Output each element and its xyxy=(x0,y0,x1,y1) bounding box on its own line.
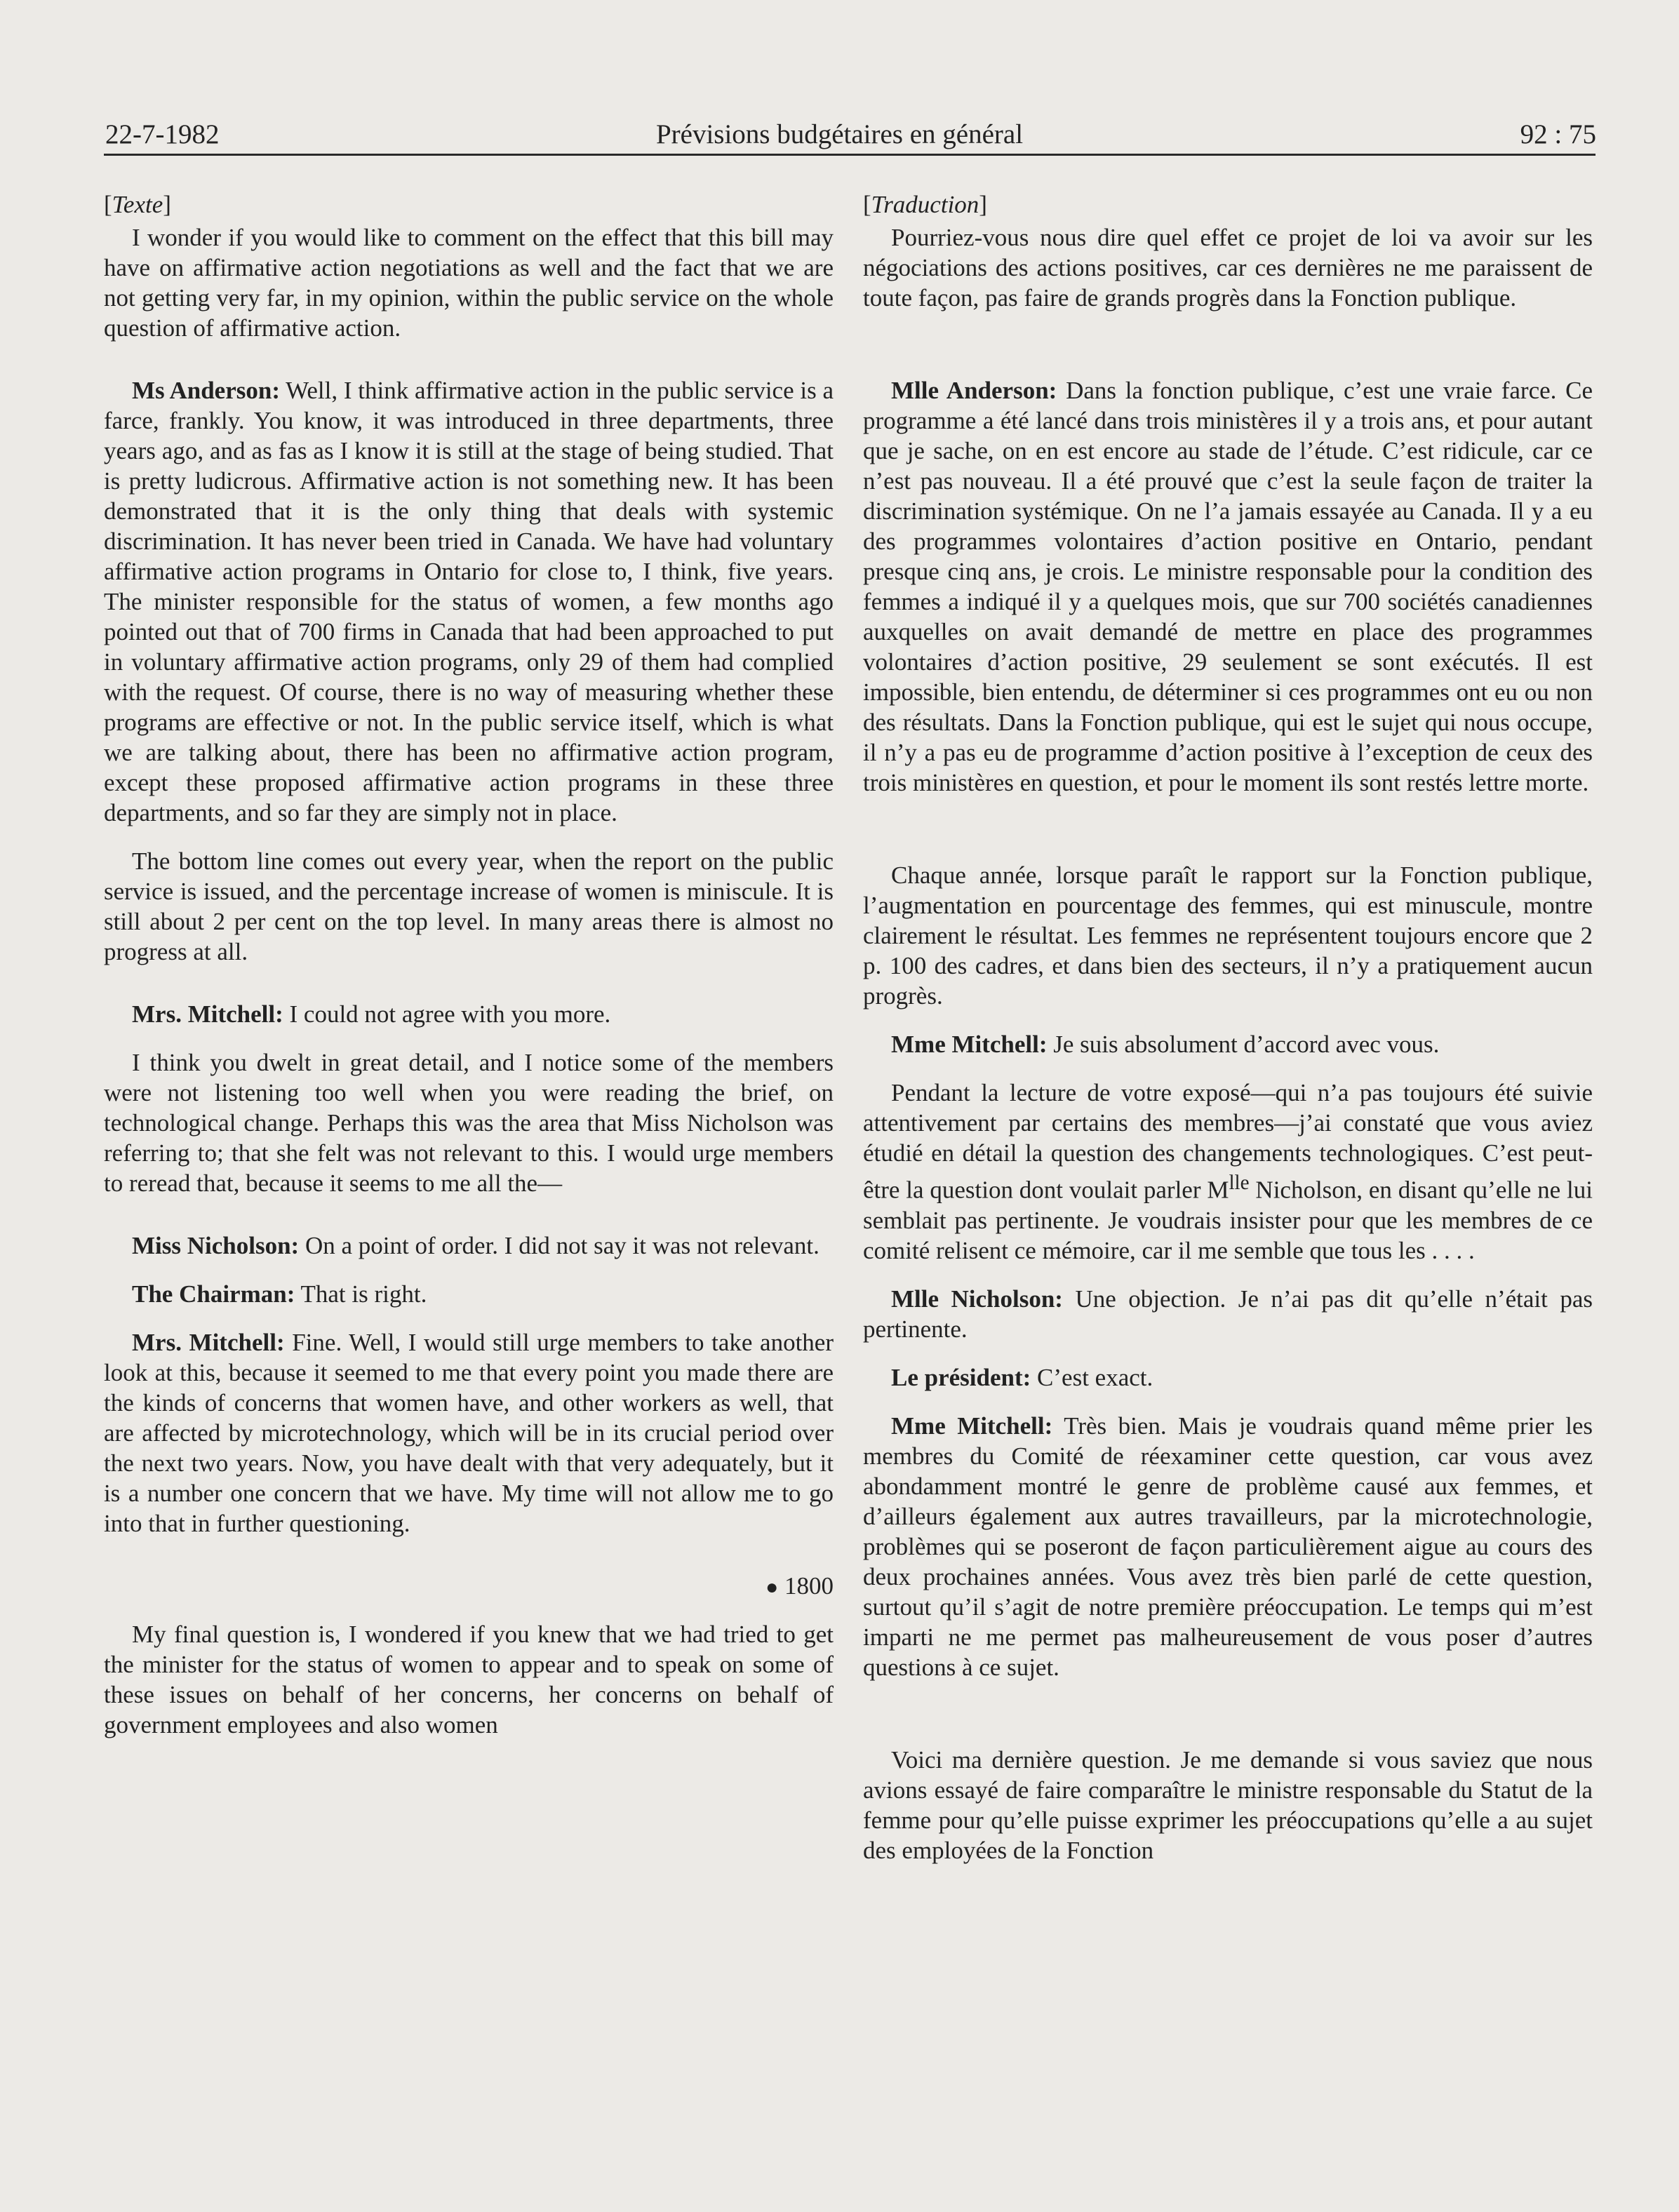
speaker-name: Mlle Nicholson: xyxy=(891,1285,1063,1313)
column-tag: [Traduction] xyxy=(863,191,987,218)
header-date: 22-7-1982 xyxy=(105,119,220,149)
speaker-name: The Chairman: xyxy=(132,1280,295,1308)
bullet-icon: ● xyxy=(765,1576,779,1599)
paragraph: I think you dwelt in great detail, and I notice some of the members were not listening too well when you were reading the brief, on technological change. Perhaps this was the area that Miss Nicholson was referring to; that she felt was not relevant to this. I would urge members to reread that, because it seems to me all the— xyxy=(104,1049,834,1197)
paragraph: Ms Anderson: Well, I think affirmative action in the public service is a farce, frankly. You know, it was introduced in three departments, three years ago, and as fas as I know it is still at the stage of being studied. That is pretty ludicrous. Affirmative action is not something new. It has been demonstrated that it is the only thing that deals with systemic discrimination. It has never been tried in Canada. We have had voluntary affirmative action programs in Ontario for close to, I think, five years. The minister responsible for the status of women, a few months ago pointed out that of 700 firms in Canada that had been approached to put in voluntary affirmative action programs, only 29 of them had complied with the request. Of course, there is no way of measuring whether these programs are effective or not. In the public service itself, which is what we are talking about, there has been no affirmative action program, except these proposed affirmative action programs in these three departments, and so far they are simply not in place. xyxy=(104,377,834,826)
paragraph: Mlle Nicholson: Une objection. Je n’ai pas dit qu’elle n’était pas pertinente. xyxy=(863,1285,1593,1343)
paragraph: Chaque année, lorsque paraît le rapport sur la Fonction publique, l’augmentation en pourcentage des femmes, qui est minuscule, montre clairement le résultat. Les femmes ne représentent toujours encore que 2 p. 100 des cadres, et dans bien des secteurs, il n’y a pratiquement aucun progrès. xyxy=(863,862,1593,1010)
speaker-name: Mrs. Mitchell: xyxy=(132,1329,285,1356)
speaker-name: Mme Mitchell: xyxy=(891,1031,1048,1058)
paragraph: The bottom line comes out every year, when the report on the public service is issued, and the percentage increase of women is miniscule. It is still about 2 per cent on the top level. In many areas there is almost no progress at all. xyxy=(104,847,834,965)
speaker-name: Ms Anderson: xyxy=(132,377,280,404)
header-page-number: 92 : 75 xyxy=(1520,119,1596,149)
paragraph: Le président: C’est exact. xyxy=(891,1363,1153,1391)
column-french xyxy=(863,189,1593,1865)
superscript: lle xyxy=(1229,1172,1250,1194)
paragraph: I wonder if you would like to comment on the effect that this bill may have on affirmative action negotiations as well and the fact that we are not getting very far, in my opinion, within the public service on the whole question of affirmative action. xyxy=(104,224,834,342)
speaker-name: Mrs. Mitchell: xyxy=(132,1000,283,1028)
time-marker: ● 1800 xyxy=(765,1572,834,1600)
paragraph: Mrs. Mitchell: Fine. Well, I would still urge members to take another look at this, because it seemed to me that every point you made there are the kinds of concerns that women have, and other workers as well, that are affected by microtechnology, which will be in its crucial period over the next two years. Now, you have dealt with that very adequately, but it is a number one concern that we have. My time will not allow me to go into that in further questioning. xyxy=(104,1329,834,1537)
paragraph: Mme Mitchell: Très bien. Mais je voudrais quand même prier les membres du Comité de réexaminer cette question, car vous avez abondamment montré le genre de problème causé aux femmes, et d’ailleurs également aux autres travailleurs, par la microtechnologie, problèmes qui se poseront de façon particulièrement aigue au cours des deux prochaines années. Vous avez très bien parlé de cette question, surtout qu’il s’agit de notre première préoccupation. Le temps qui m’est imparti ne me permet pas malheureusement de vous poser d’autres questions à ce sujet. xyxy=(863,1412,1593,1681)
paragraph: Voici ma dernière question. Je me demande si vous saviez que nous avions essayé de faire comparaître le ministre responsable du Statut de la femme pour qu’elle puisse exprimer les préoccupations qu’elle a au sujet des employées de la Fonction xyxy=(863,1745,1593,1864)
paragraph: My final question is, I wondered if you knew that we had tried to get the minister for the status of women to appear and to speak on some of these issues on behalf of her concerns, her concerns on behalf of government employees and also women xyxy=(104,1621,834,1738)
column-english xyxy=(104,189,834,1740)
paragraph: Mme Mitchell: Je suis absolument d’accord avec vous. xyxy=(891,1031,1440,1058)
paragraph: The Chairman: That is right. xyxy=(132,1280,427,1308)
header-title: Prévisions budgétaires en général xyxy=(655,119,1024,149)
speaker-name: Miss Nicholson: xyxy=(132,1232,300,1259)
column-tag: [Texte] xyxy=(104,191,171,218)
speaker-name: Le président: xyxy=(891,1363,1031,1391)
paragraph: Pourriez-vous nous dire quel effet ce projet de loi va avoir sur les négociations des actions positives, car ces dernières ne me paraissent de toute façon, pas faire de grands progrès dans la Fonction publique. xyxy=(863,224,1593,311)
header-rule xyxy=(104,154,1596,156)
paragraph: Pendant la lecture de votre exposé—qui n’a pas toujours été suivie attentivement par certains des membres—j’ai constaté que vous aviez étudié en détail la question des changements technologiques. C’est peut-être la question dont voulait parler $M^{lle}$ Nicholson, en disant qu’elle ne lui semblait pas pertinente. Je voudrais insister pour que les membres de ce comité relisent ce mémoire, car il me semble que tous les . . . . xyxy=(863,1079,1593,1264)
paragraph: Mlle Anderson: Dans la fonction publique, c’est une vraie farce. Ce programme a été lancé dans trois ministères il y a trois ans, et pour autant que je sache, on en est encore au stade de l’étude. C’est ridicule, car ce n’est pas nouveau. Il a été prouvé que c’est la seule façon de traiter la discrimination systémique. On ne l’a jamais essayée au Canada. Il y a eu des programmes volontaires d’action positive en Ontario, pendant presque cinq ans, je crois. Le ministre responsable pour la condition des femmes a indiqué il y a quelques mois, que sur 700 sociétés canadiennes auxquelles on avait demandé de mettre en place des programmes volontaires d’action positive, 29 seulement se sont exécutés. Il est impossible, bien entendu, de déterminer si ces programmes ont eu ou non des résultats. Dans la Fonction publique, qui est le sujet qui nous occupe, il n’y a pas eu de programme d’action positive à l’exception de ceux des trois ministères en question, et pour le moment ils sont restés lettre morte. xyxy=(863,377,1593,796)
speaker-name: Mme Mitchell: xyxy=(891,1412,1053,1440)
paragraph: Mrs. Mitchell: I could not agree with you more. xyxy=(132,1000,611,1028)
paragraph: Miss Nicholson: On a point of order. I did not say it was not relevant. xyxy=(132,1232,820,1259)
speaker-name: Mlle Anderson: xyxy=(891,377,1057,404)
